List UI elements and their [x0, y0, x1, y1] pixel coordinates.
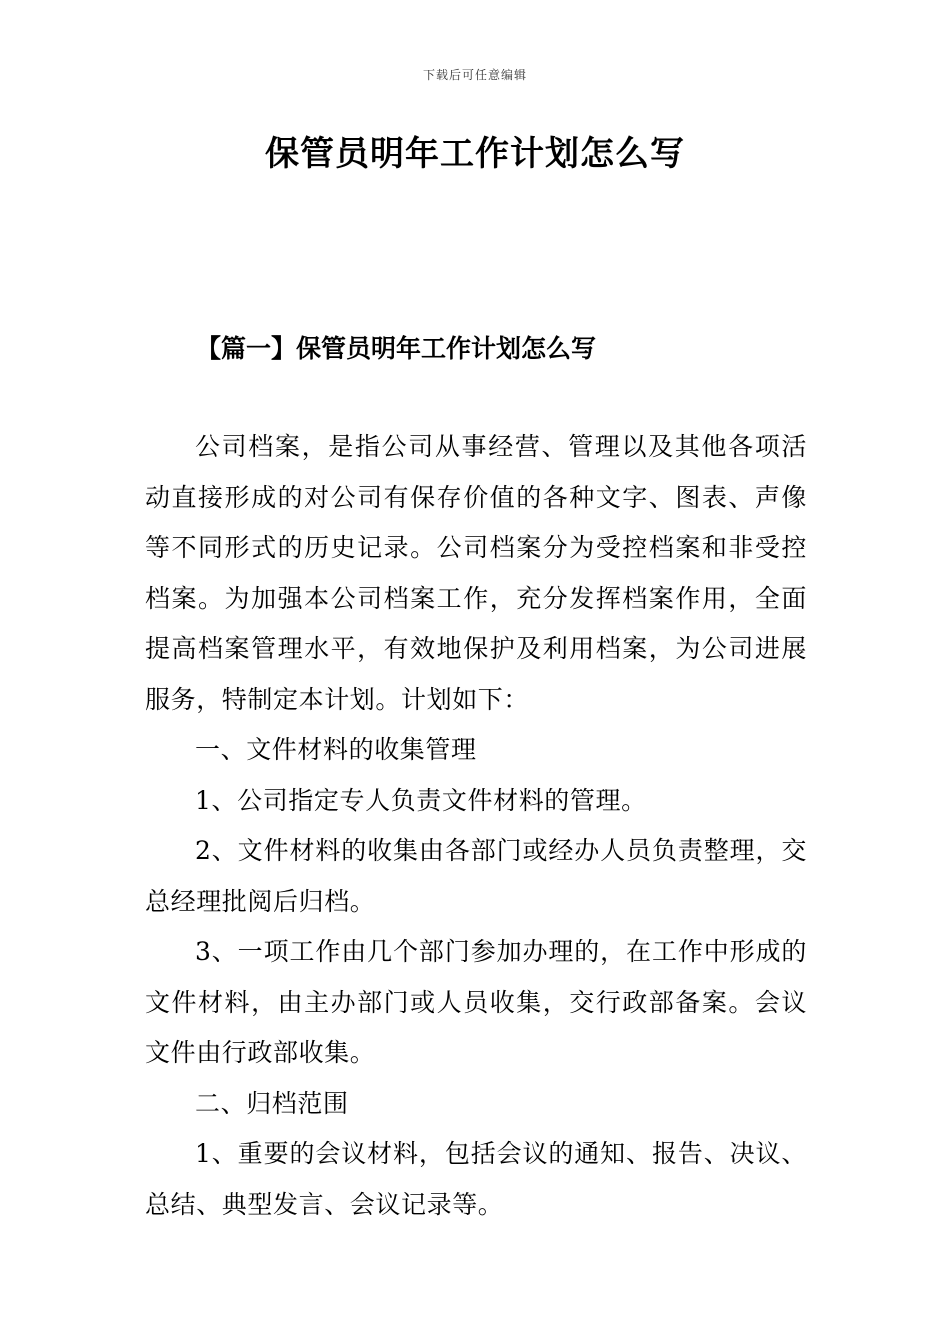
section-heading: 【篇一】保管员明年工作计划怎么写 — [196, 334, 597, 363]
body-paragraph-intro: 公司档案，是指公司从事经营、管理以及其他各项活动直接形成的对公司有保存价值的各种文字、图表、声像等不同形式的历史记录。公司档案分为受控档案和非受控档案。为加强本公司档案工作，充分发挥档案作用，全面提高档案管理水平，有效地保护及利用档案，为公司进展服务，特制定本计划。计划如下： — [145, 432, 807, 714]
document-title: 保管员明年工作计划怎么写 — [265, 134, 685, 174]
body-paragraph-heading-2: 二、归档范围 — [195, 1088, 349, 1118]
body-paragraph-item-2-1: 1、重要的会议材料，包括会议的通知、报告、决议、总结、典型发言、会议记录等。 — [145, 1139, 807, 1219]
body-paragraph-item-1-3: 3、一项工作由几个部门参加办理的，在工作中形成的文件材料，由主办部门或人员收集，交行政部备案。会议文件由行政部收集。 — [145, 937, 807, 1067]
document-body — [145, 422, 807, 1230]
body-paragraph-item-1-1: 1、公司指定专人负责文件材料的管理。 — [195, 785, 647, 815]
body-paragraph-heading-1: 一、文件材料的收集管理 — [195, 735, 477, 764]
header-note: 下载后可任意编辑 — [422, 68, 527, 82]
body-paragraph-item-1-2: 2、文件材料的收集由各部门或经办人员负责整理，交总经理批阅后归档。 — [145, 836, 807, 916]
